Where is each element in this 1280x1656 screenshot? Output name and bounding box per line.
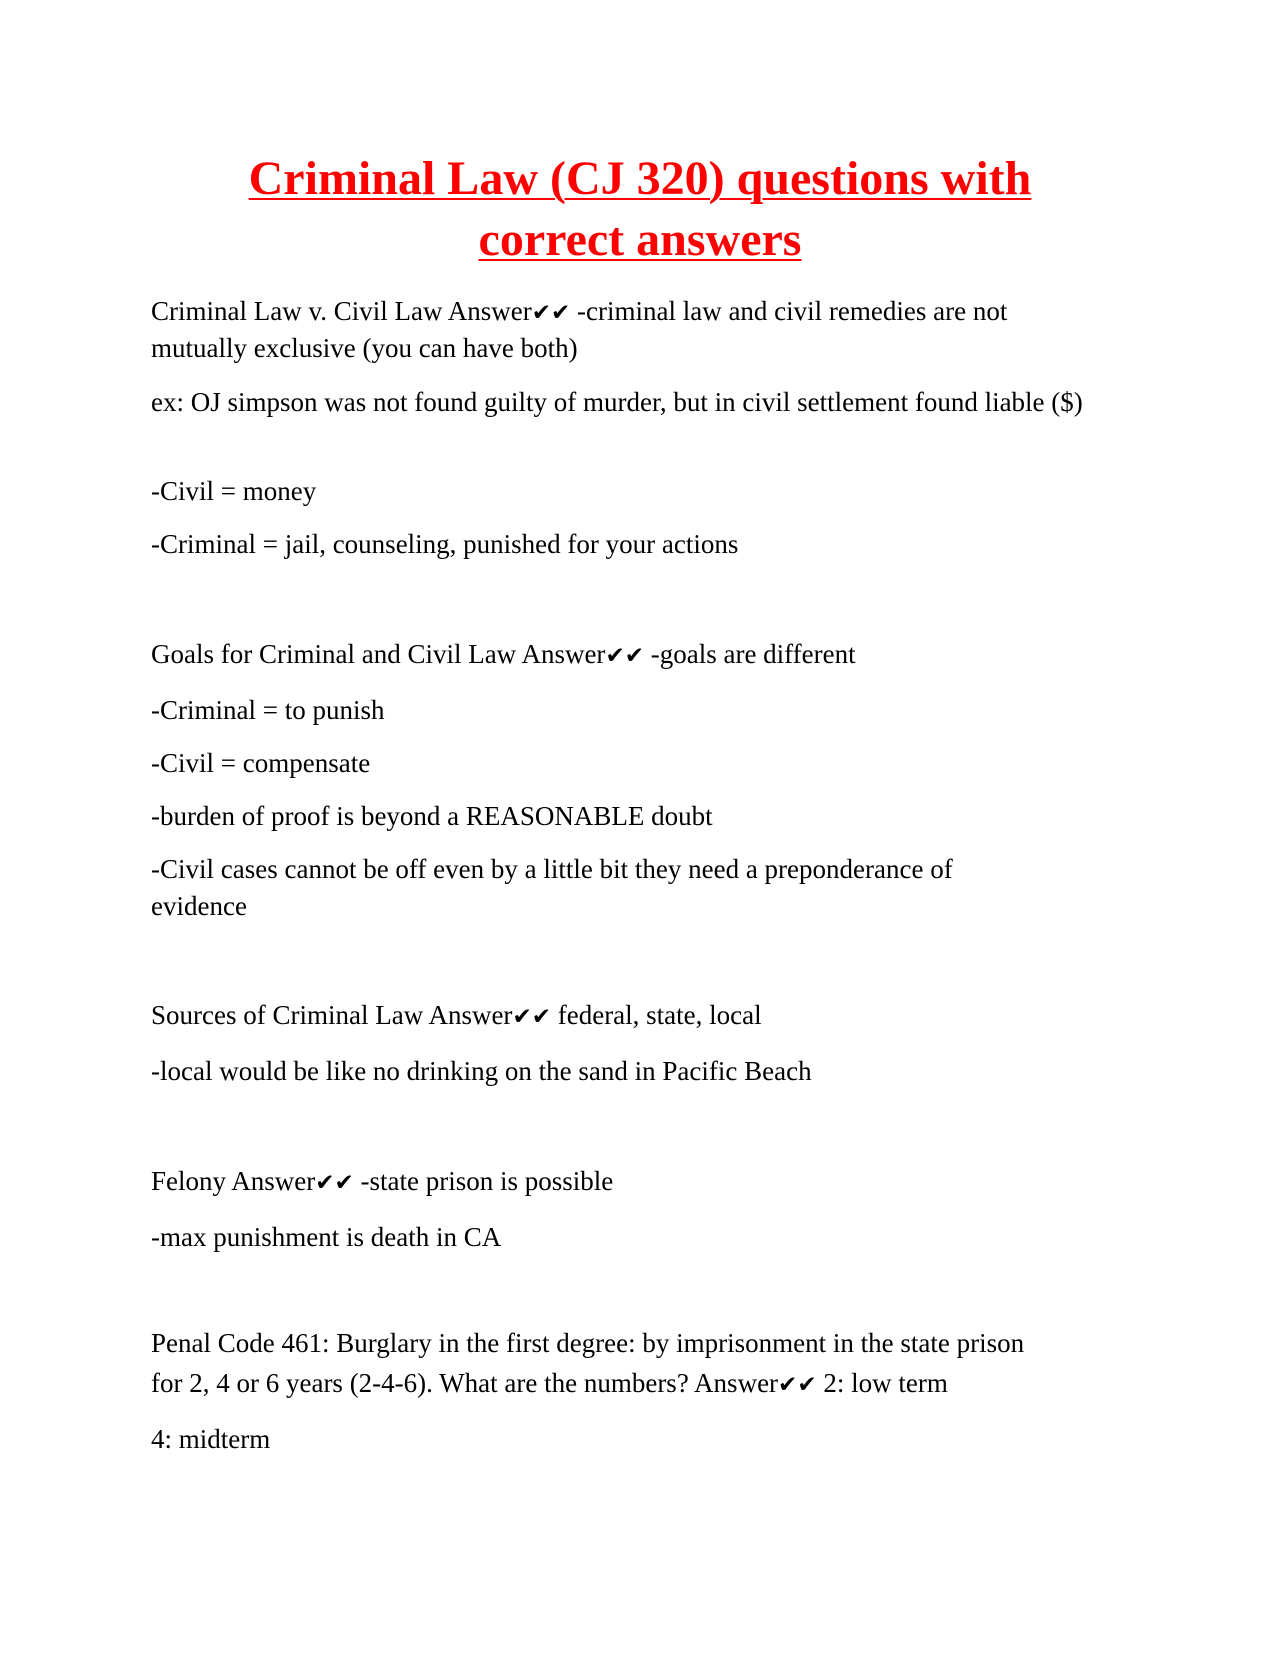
entry-1-question: Criminal Law v. Civil Law Answer xyxy=(151,296,532,326)
check-mark-icon: ✔✔ xyxy=(778,1372,817,1398)
entry-4-question-line xyxy=(151,1163,1131,1202)
entry-2-note-2: -Civil = compensate xyxy=(151,748,371,778)
entry-2-answer: -goals are different xyxy=(643,639,856,669)
entry-4-question: Felony Answer xyxy=(151,1166,316,1196)
entry-5-answer: 2: low term xyxy=(816,1368,948,1398)
entry-1-note-2: -Civil = money xyxy=(151,476,317,506)
entry-3-question: Sources of Criminal Law Answer xyxy=(151,1000,513,1030)
entry-2-question: Goals for Criminal and Civil Law Answer xyxy=(151,639,606,669)
title-line-1: Criminal Law (CJ 320) questions with xyxy=(248,152,1032,205)
entry-5-question-line-1: Penal Code 461: Burglary in the first degree: by imprisonment in the state prison xyxy=(151,1328,1025,1358)
entry-3-note-1: -local would be like no drinking on the sand in Pacific Beach xyxy=(151,1056,812,1086)
entry-4-note-1: -max punishment is death in CA xyxy=(151,1222,502,1252)
entry-2-note-4: -Civil cases cannot be off even by a little bit they need a preponderance of evidence xyxy=(151,854,953,921)
document-title xyxy=(140,148,1140,270)
entry-5-question: for 2, 4 or 6 years (2-4-6). What are the numbers? Answer xyxy=(151,1368,779,1398)
entry-2-note-1: -Criminal = to punish xyxy=(151,695,385,725)
entry-3-question-line xyxy=(151,997,1131,1036)
entry-1-answer: -criminal law and civil remedies are not xyxy=(570,296,1008,326)
check-mark-icon: ✔✔ xyxy=(512,1004,551,1030)
check-mark-icon: ✔✔ xyxy=(605,643,644,669)
check-mark-icon: ✔✔ xyxy=(315,1170,354,1196)
entry-5-question-line-2 xyxy=(151,1365,1131,1404)
entry-2-note-3: -burden of proof is beyond a REASONABLE doubt xyxy=(151,801,713,831)
entry-1-answer-continued: mutually exclusive (you can have both) xyxy=(151,333,578,363)
entry-3-answer: federal, state, local xyxy=(550,1000,762,1030)
title-line-2: correct answers xyxy=(478,213,802,266)
entry-5-note-1: 4: midterm xyxy=(151,1424,271,1454)
entry-1-note-1: ex: OJ simpson was not found guilty of murder, but in civil settlement found liable ($) xyxy=(151,387,1083,417)
entry-4-answer: -state prison is possible xyxy=(353,1166,614,1196)
entry-1-question-line xyxy=(151,293,1131,332)
entry-1-note-3: -Criminal = jail, counseling, punished for your actions xyxy=(151,529,739,559)
check-mark-icon: ✔✔ xyxy=(531,300,571,326)
entry-2-question-line xyxy=(151,636,1131,675)
